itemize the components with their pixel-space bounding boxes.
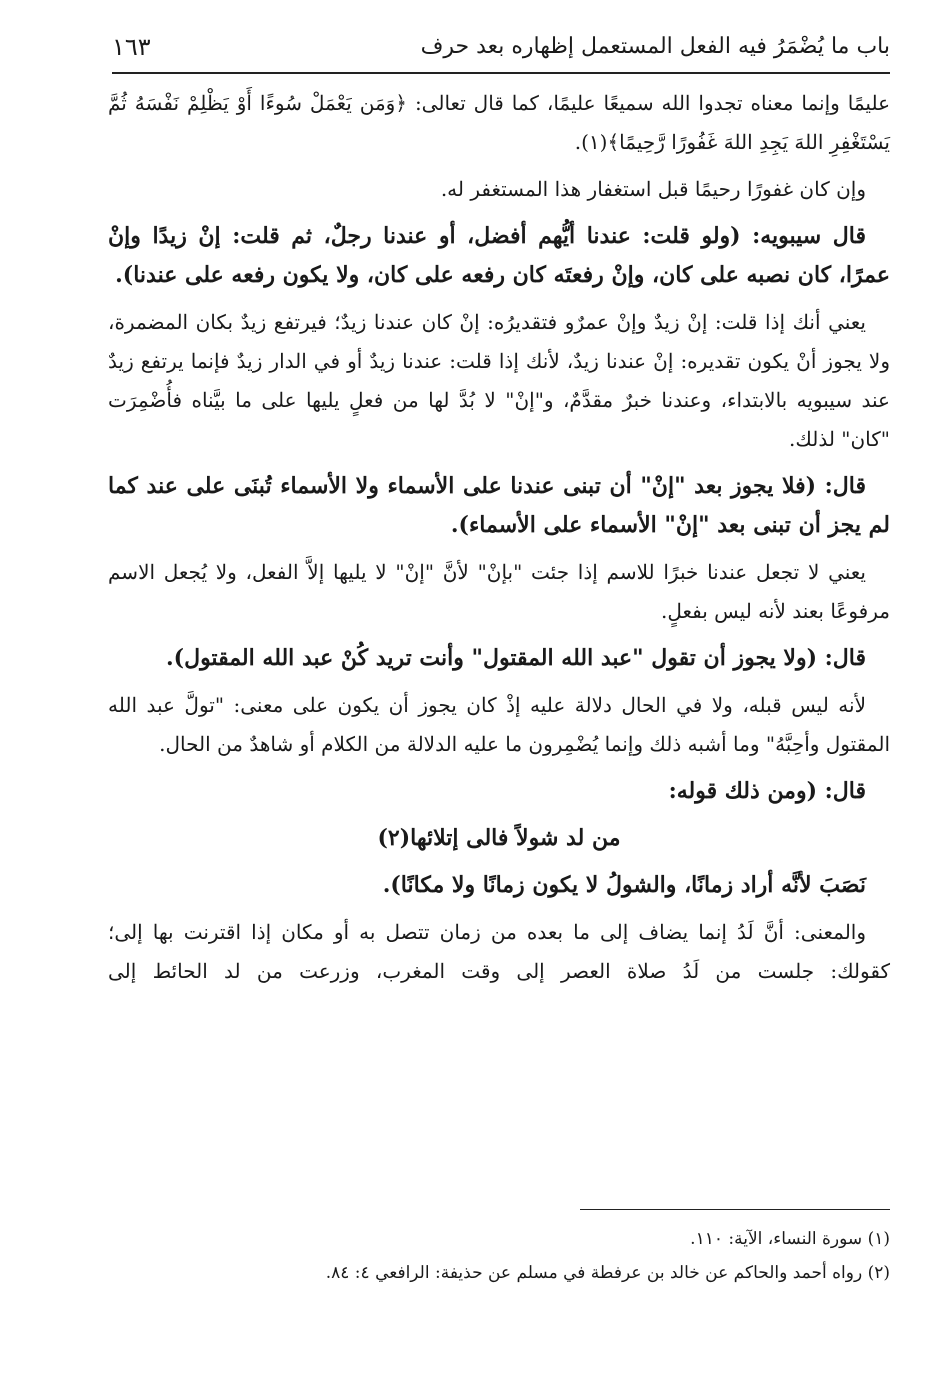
main-text — [108, 84, 890, 999]
paragraph-quote-inna: قال: (فلا يجوز بعد "إنْ" أن تبنى عندنا على الأسماء ولا الأسماء تُبنَى على عند كما لم يجز أن تبنى بعد "إنْ" الأسماء على الأسماء). — [108, 473, 890, 538]
poetry-verse: من لد شولاً فالى إتلائها(٢) — [377, 825, 621, 851]
footnote-1: (١) سورة النساء، الآية: ١١٠. — [690, 1229, 890, 1249]
paragraph-explanation: يعني أنك إذا قلت: إنْ زيدٌ وإنْ عمرٌو فتقديرُه: إنْ كان عندنا زيدٌ؛ فيرتفع زيدٌ بكان المضمرة، ولا يجوز أنْ يكون تقديره: إنْ عندنا زيدٌ، لأنك إذا قلت: عندنا زيدٌ أو في الدار زيدٌ فإنما يرتفع زيدٌ عند سيبويه بالابتداء، وعندنا خبرٌ مقدَّمٌ، و"إنْ" لا بُدَّ لها من فعلٍ يليها على ما بيَّناه فأُضْمِرَت "كان" لذلك. — [108, 310, 890, 451]
footnote-rule — [580, 1209, 890, 1210]
paragraph-explanation-abdullah: لأنه ليس قبله، ولا في الحال دلالة عليه إذْ كان يجوز أن يكون على معنى: "تولَّ عبد الله المقتول وأحِبَّهُ" وما أشبه ذلك وإنما يُضْمِرون ما عليه الدلالة من الكلام أو شاهدٌ من الحال. — [108, 693, 890, 756]
footnotes — [108, 1222, 890, 1290]
paragraph-explanation-inna: يعني لا تجعل عندنا خبرًا للاسم إذا جئت "بإنْ" لأنَّ "إنْ" لا يليها إلاَّ الفعل، ولا يُجعل الاسم مرفوعًا بعند لأنه ليس بفعلٍ. — [108, 560, 890, 623]
paragraph-after-verse: نَصَبَ لأنَّه أراد زمانًا، والشولُ لا يكون زمانًا ولا مكانًا). — [382, 872, 866, 898]
paragraph-commentary: وإن كان غفورًا رحيمًا قبل استغفار هذا المستغفر له. — [440, 177, 866, 201]
paragraph-sibawayh-quote: قال سيبويه: (ولو قلت: عندنا أيُّهم أفضل، أو عندنا رجلٌ، ثم قلت: إنْ زيدًا وإنْ عمرًا، كان نصبه على كان، وإنْ رفعتَه كان رفعه على كان، ولا يكون رفعه على عندنا). — [108, 223, 890, 288]
page-header — [112, 30, 890, 70]
running-title: باب ما يُضْمَرُ فيه الفعل المستعمل إظهاره بعد حرف — [420, 34, 890, 59]
paragraph-quote-abdullah: قال: (ولا يجوز أن تقول "عبد الله المقتول" وأنت تريد كُنْ عبد الله المقتول). — [166, 645, 866, 671]
page-number: ١٦٣ — [112, 33, 151, 61]
paragraph-quote-intro: قال: (ومن ذلك قوله: — [668, 778, 866, 804]
paragraph-quran-quote: عليمًا وإنما معناه تجدوا الله سميعًا عليمًا، كما قال تعالى: ﴿وَمَن يَعْمَلْ سُوءًا أَوْ يَظْلِمْ نَفْسَهُ ثُمَّ يَسْتَغْفِرِ اللهَ يَجِدِ اللهَ غَفُورًا رَّحِيمًا﴾(١). — [108, 91, 890, 154]
paragraph-meaning: والمعنى: أنَّ لَدُ إنما يضاف إلى ما بعده من زمان تتصل به أو مكان إذا اقترنت بها إلى؛ كقولك: جلست من لَدُ صلاة العصر إلى وقت المغرب، وزرعت من لد الحائط إلى — [108, 920, 890, 983]
header-rule — [112, 72, 890, 74]
footnote-2: (٢) رواه أحمد والحاكم عن خالد بن عرفطة في مسلم عن حذيفة: الرافعي ٤: ٨٤. — [325, 1263, 890, 1283]
